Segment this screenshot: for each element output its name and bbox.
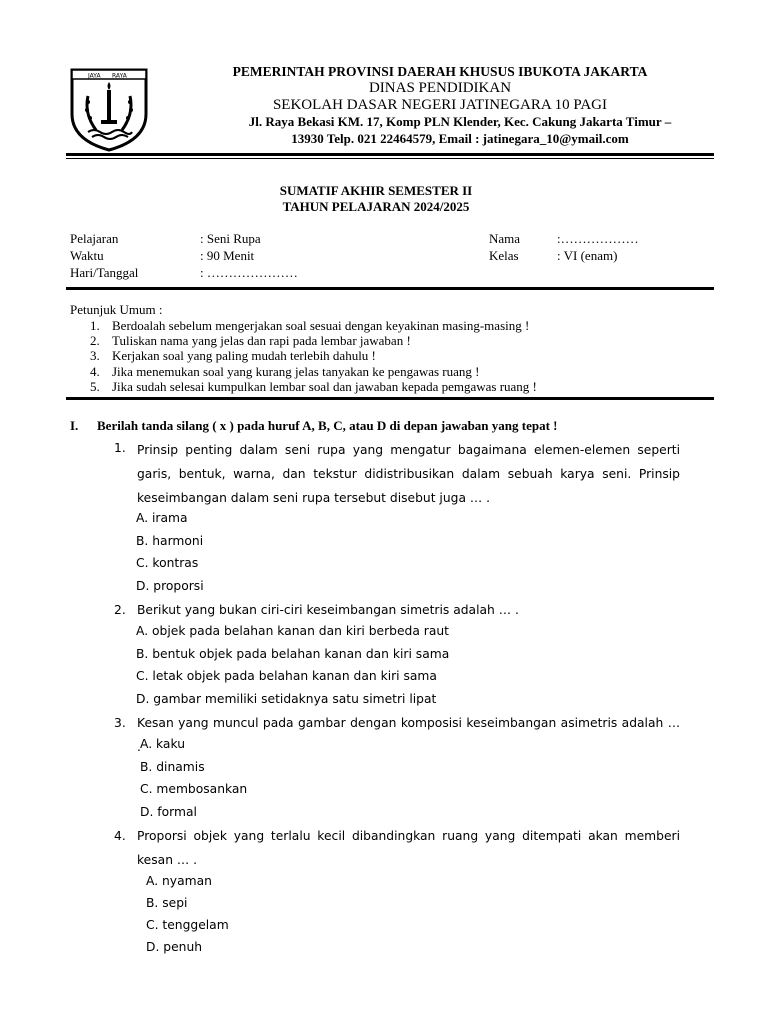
date-value: : …………………: [200, 265, 298, 280]
option-d: D. proporsi: [136, 579, 204, 593]
instruction-item: 4. Jika menemukan soal yang kurang jelas tanyakan ke pengawas ruang !: [90, 363, 480, 379]
header-address: Jl. Raya Bekasi KM. 17, Komp PLN Klender, Kec. Cakung Jakarta Timur –: [248, 114, 672, 129]
name-value: :………………: [557, 231, 639, 246]
section-heading: [70, 418, 558, 434]
info-divider: [66, 287, 714, 290]
option-c: C. membosankan: [140, 782, 248, 796]
exam-year: TAHUN PELAJARAN 2024/2025: [282, 199, 470, 214]
option-d: D. penuh: [146, 940, 203, 954]
instruction-item: 2. Tuliskan nama yang jelas dan rapi pada lembar jawaban !: [90, 333, 411, 349]
question-number: 1.: [114, 441, 126, 455]
question-2: [114, 598, 680, 622]
question-number: 2.: [114, 603, 126, 617]
option-d: D. formal: [140, 805, 197, 819]
header-province: PEMERINTAH PROVINSI DAERAH KHUSUS IBUKOTA JAKARTA: [232, 64, 648, 79]
header-contact: 13930 Telp. 021 22464579, Email : jatinegara_10@ymail.com: [291, 131, 629, 146]
question-text: Berikut yang bukan ciri-ciri keseimbangan simetris adalah … .: [137, 603, 519, 617]
section-number: I.: [70, 418, 79, 433]
option-a: A. kaku: [140, 737, 185, 751]
logo-lettering-left: JAYA: [88, 72, 101, 80]
header-divider-thick: [66, 153, 714, 156]
question-1: [114, 438, 680, 510]
instructions-divider: [66, 397, 714, 400]
date-label: Hari/Tanggal: [70, 265, 139, 280]
instructions-heading: Petunjuk Umum :: [70, 302, 163, 317]
class-value: : VI (enam): [557, 248, 618, 263]
subject-value: : Seni Rupa: [200, 231, 261, 246]
option-b: B. harmoni: [136, 534, 204, 548]
option-b: B. sepi: [146, 896, 188, 910]
question-4: [114, 824, 680, 872]
option-c: C. letak objek pada belahan kanan dan kiri sama: [136, 669, 437, 683]
question-text: Proporsi objek yang terlalu kecil dibandingkan ruang yang ditempati akan memberi kesan … .: [137, 829, 680, 867]
instruction-item: 1. Berdoalah sebelum mengerjakan soal sesuai dengan keyakinan masing-masing !: [90, 318, 530, 333]
name-label: Nama: [489, 231, 521, 246]
header-school-name: SEKOLAH DASAR NEGERI JATINEGARA 10 PAGI: [272, 97, 608, 113]
question-number: 4.: [114, 829, 126, 843]
question-3: [114, 711, 680, 759]
option-a: A. nyaman: [146, 874, 212, 888]
jakarta-emblem-logo: [66, 66, 152, 152]
question-number: 3.: [114, 716, 126, 730]
subject-label: Pelajaran: [70, 231, 119, 246]
option-c: C. kontras: [136, 556, 199, 570]
option-b: B. dinamis: [140, 760, 205, 774]
option-a: A. irama: [136, 511, 188, 525]
question-text: Prinsip penting dalam seni rupa yang mengatur bagaimana elemen-elemen seperti garis, bentuk, warna, dan tekstur didistribusikan dalam sebuah karya seni. Prinsip keseimbangan dalam seni rupa tersebut disebut juga … .: [137, 443, 680, 505]
question-text: Kesan yang muncul pada gambar dengan komposisi keseimbangan asimetris adalah … .: [137, 716, 680, 754]
class-label: Kelas: [489, 248, 519, 263]
option-b: B. bentuk objek pada belahan kanan dan kiri sama: [136, 647, 450, 661]
section-instruction: Berilah tanda silang ( x ) pada huruf A, B, C, atau D di depan jawaban yang tepat !: [97, 418, 558, 433]
instructions-list: [90, 318, 537, 394]
logo-lettering-right: RAYA: [112, 72, 127, 80]
option-a: A. objek pada belahan kanan dan kiri berbeda raut: [136, 624, 449, 638]
exam-title: SUMATIF AKHIR SEMESTER II: [279, 183, 473, 198]
time-value: : 90 Menit: [200, 248, 255, 263]
instruction-item: 3. Kerjakan soal yang paling mudah terlebih dahulu !: [90, 348, 376, 364]
time-label: Waktu: [70, 248, 104, 263]
instruction-item: 5. Jika sudah selesai kumpulkan lembar soal dan jawaban kepada pemgawas ruang !: [90, 378, 537, 394]
header-agency: DINAS PENDIDIKAN: [368, 80, 512, 96]
option-d: D. gambar memiliki setidaknya satu simetri lipat: [136, 692, 437, 706]
header-divider-thin: [66, 158, 714, 159]
option-c: C. tenggelam: [146, 918, 229, 932]
